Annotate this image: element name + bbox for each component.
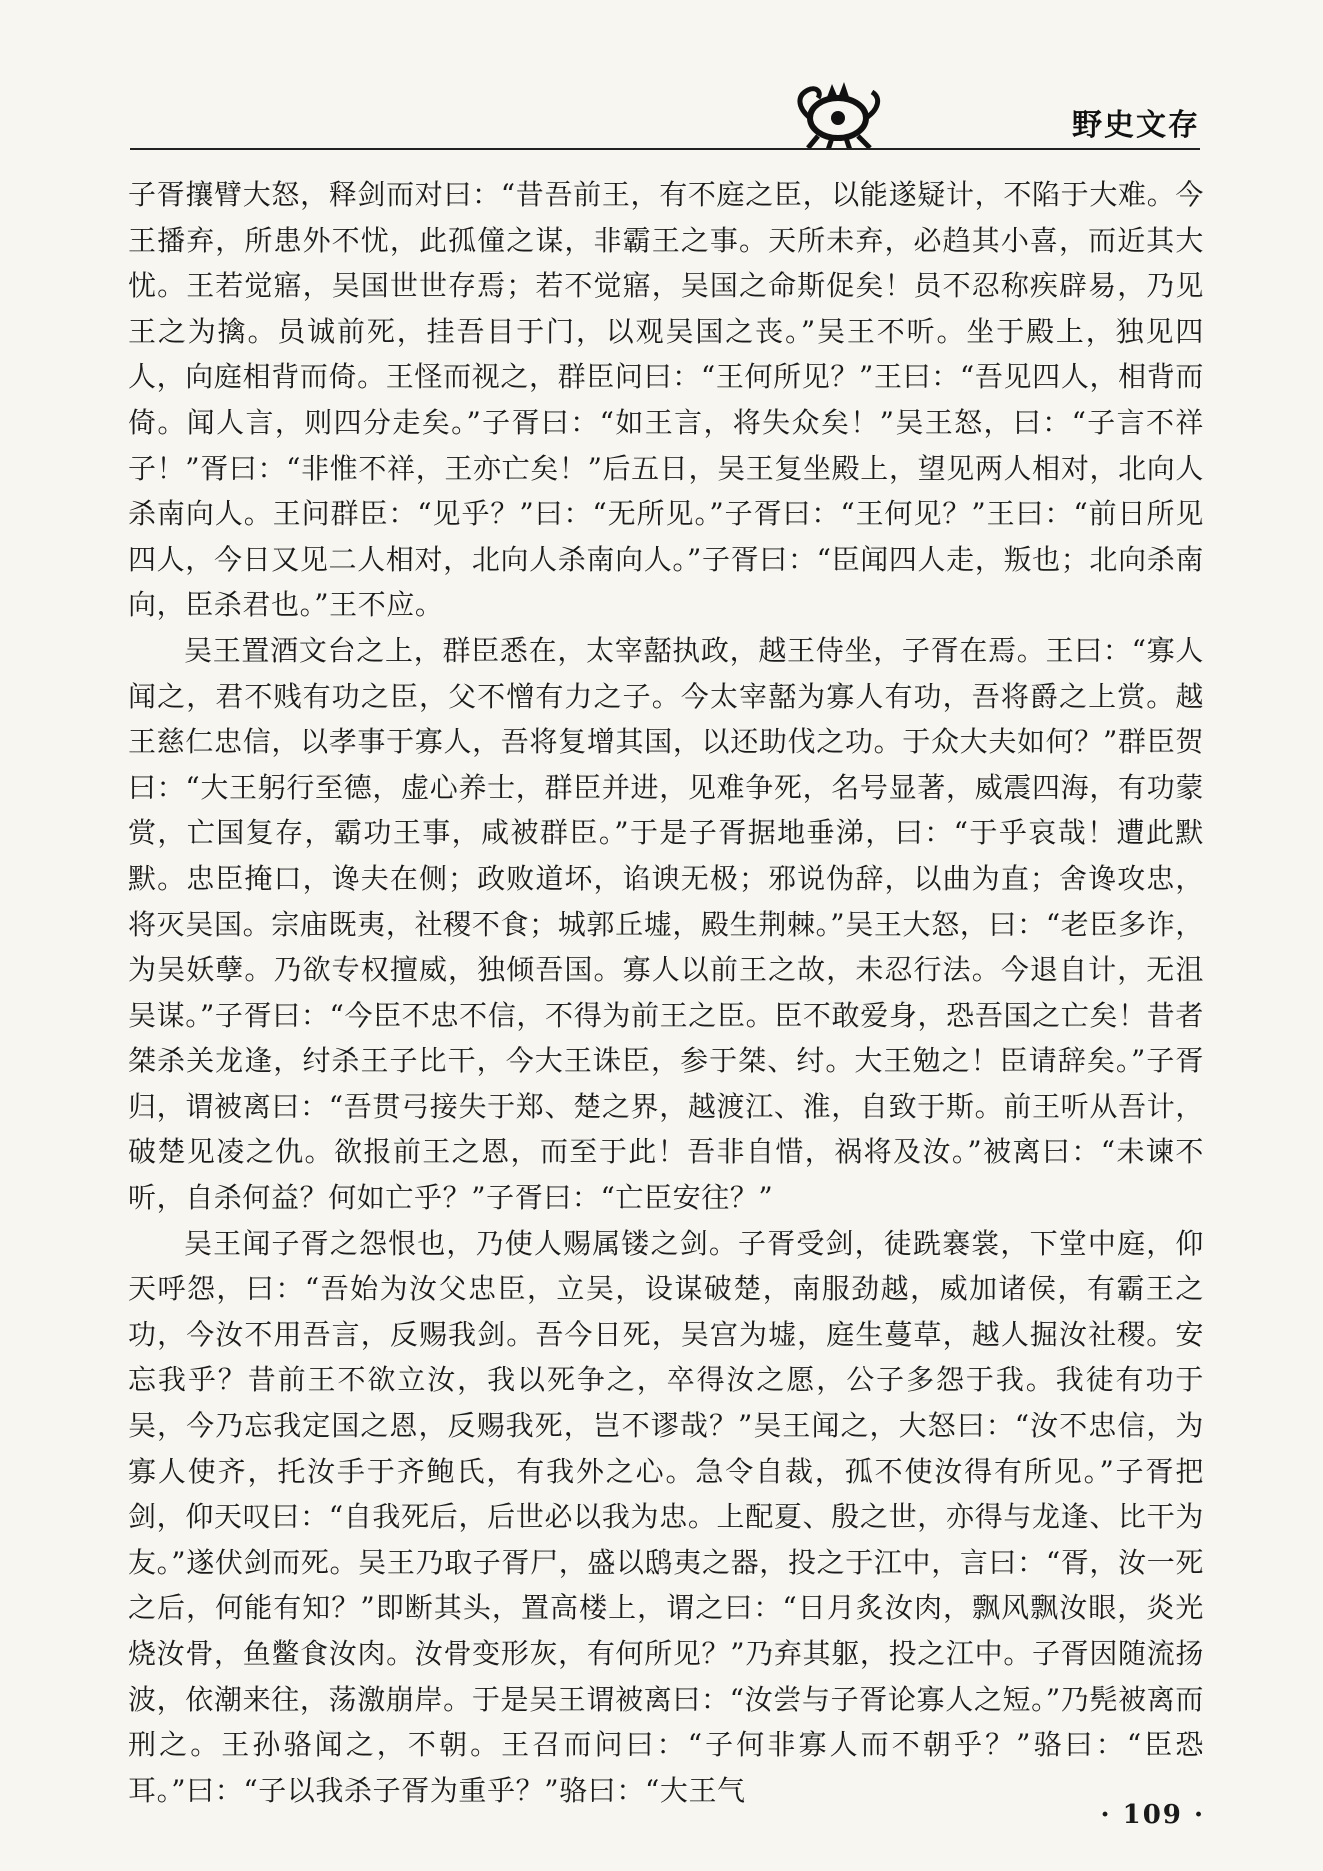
paragraph: 吴王置酒文台之上，群臣悉在，太宰嚭执政，越王侍坐，子胥在焉。王曰：“寡人闻之，君不贱有功之臣，父不憎有力之子。今太宰嚭为寡人有功，吾将爵之上赏。越王慈仁忠信，以孝事于寡人，吾将复增其国，以还助伐之功。于众大夫如何？”群臣贺曰：“大王躬行至德，虚心养士，群臣并进，见难争死，名号显著，威震四海，有功蒙赏，亡国复存，霸功王事，咸被群臣。”于是子胥据地垂涕，曰：“于乎哀哉！遭此默默。忠臣掩口，谗夫在侧；政败道坏，谄谀无极；邪说伪辞，以曲为直；舍谗攻忠，将灭吴国。宗庙既夷，社稷不食；城郭丘墟，殿生荆棘。”吴王大怒，曰：“老臣多诈，为吴妖孽。乃欲专权擅威，独倾吾国。寡人以前王之故，未忍行法。今退自计，无沮吴谋。”子胥曰：“今臣不忠不信，不得为前王之臣。臣不敢爱身，恐吾国之亡矣！昔者桀杀关龙逢，纣杀王子比干，今大王诛臣，参于桀、纣。大王勉之！臣请辞矣。”子胥归，谓被离曰：“吾贯弓接失于郑、楚之界，越渡江、淮，自致于斯。前王听从吾计，破楚见凌之仇。欲报前王之恩，而至于此！吾非自惜，祸将及汝。”被离曰：“未谏不听，自杀何益？何如亡乎？”子胥曰：“亡臣安往？” [128,633,1204,1215]
header-divider [130,148,1200,150]
dragon-emblem-icon [788,78,888,150]
body-text [128,172,1204,1813]
paragraph: 吴王闻子胥之怨恨也，乃使人赐属镂之剑。子胥受剑，徒跣褰裳，下堂中庭，仰天呼怨，曰：“吾始为汝父忠臣，立吴，设谋破楚，南服劲越，威加诸侯，有霸王之功，今汝不用吾言，反赐我剑。吾今日死，吴宫为墟，庭生蔓草，越人掘汝社稷。安忘我乎？昔前王不欲立汝，我以死争之，卒得汝之愿，公子多怨于我。我徒有功于吴，今乃忘我定国之恩，反赐我死，岂不谬哉？”吴王闻之，大怒曰：“汝不忠信，为寡人使齐，托汝手于齐鲍氏，有我外之心。急令自裁，孤不使汝得有所见。”子胥把剑，仰天叹曰：“自我死后，后世必以我为忠。上配夏、殷之世，亦得与龙逢、比干为友。”遂伏剑而死。吴王乃取子胥尸，盛以鸱夷之器，投之于江中，言曰：“胥，汝一死之后，何能有知？”即断其头，置高楼上，谓之曰：“日月炙汝肉，飘风飘汝眼，炎光烧汝骨，鱼鳖食汝肉。汝骨变形灰，有何所见？”乃弃其躯，投之江中。子胥因随流扬波，依潮来往，荡激崩岸。于是吴王谓被离曰：“汝尝与子胥论寡人之短。”乃髡被离而刑之。王孙骆闻之，不朝。王召而问曰：“子何非寡人而不朝乎？”骆曰：“臣恐耳。”曰：“子以我杀子胥为重乎？”骆曰：“大王气 [128,1226,1204,1807]
page-number: · 109 · [1100,1800,1205,1830]
paragraph: 子胥攘臂大怒，释剑而对曰：“昔吾前王，有不庭之臣，以能遂疑计，不陷于大难。今王播弃，所患外不忧，此孤僮之谋，非霸王之事。天所未弃，必趋其小喜，而近其大忧。王若觉寤，吴国世世存焉；若不觉寤，吴国之命斯促矣！员不忍称疾辟易，乃见王之为擒。员诚前死，挂吾目于门，以观吴国之丧。”吴王不听。坐于殿上，独见四人，向庭相背而倚。王怪而视之，群臣问曰：“王何所见？”王曰：“吾见四人，相背而倚。闻人言，则四分走矣。”子胥曰：“如王言，将失众矣！”吴王怒，曰：“子言不祥子！”胥曰：“非惟不祥，王亦亡矣！”后五日，吴王复坐殿上，望见两人相对，北向人杀南向人。王问群臣：“见乎？”曰：“无所见。”子胥曰：“王何见？”王曰：“前日所见四人，今日又见二人相对，北向人杀南向人。”子胥曰：“臣闻四人走，叛也；北向杀南向，臣杀君也。”王不应。 [128,178,1204,622]
book-title: 野史文存 [1072,108,1200,143]
running-header [130,78,1200,158]
